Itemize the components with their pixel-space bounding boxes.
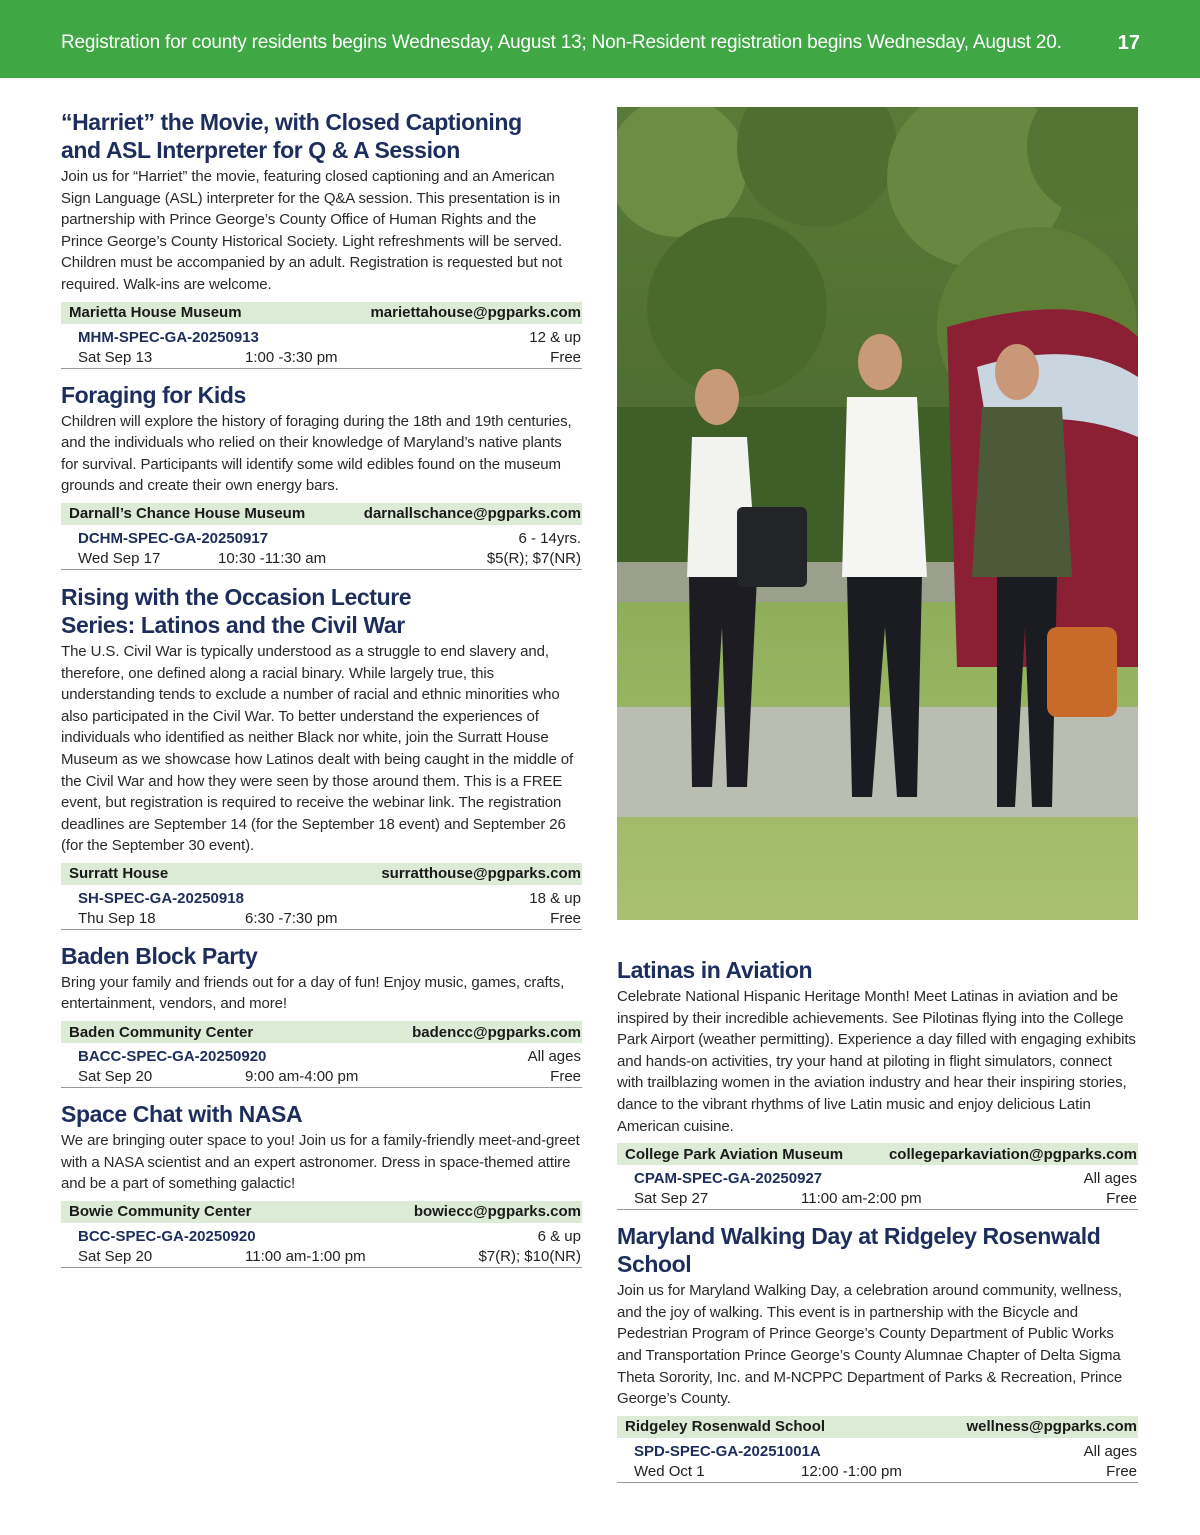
event-details [617, 1438, 1138, 1483]
age-range: 12 & up [529, 328, 581, 346]
event-details [61, 1043, 582, 1088]
activity-code: BCC-SPEC-GA-20250920 [78, 1227, 256, 1245]
event-fee: $5(R); $7(NR) [486, 549, 581, 567]
location-name: Surratt House [69, 865, 169, 883]
event-time: 11:00 am-1:00 pm [245, 1247, 366, 1265]
location-bar [61, 1021, 582, 1043]
age-range: 6 - 14yrs. [518, 529, 581, 547]
page-number: 17 [1117, 32, 1140, 54]
registration-notice: Registration for county residents begins Wednesday, August 13; Non-Resident registration begins Wednesday, August 20. [61, 32, 1062, 53]
left-column [61, 108, 582, 1280]
event-title: Foraging for Kids [61, 381, 246, 408]
event-description: We are bringing outer space to you! Join us for a family-friendly meet-and-greet with a NASA scientist and an expert astronomer. Dress in space-themed attire and be a part of something galactic! [61, 1132, 580, 1193]
age-range: All ages [1083, 1170, 1137, 1188]
event-details [61, 1223, 582, 1268]
event-title-line: Series: Latinos and the Civil War [61, 611, 405, 638]
event-fee: Free [550, 1068, 581, 1086]
contact-email-link[interactable]: wellness@pgparks.com [966, 1418, 1137, 1436]
activity-code: DCHM-SPEC-GA-20250917 [78, 529, 269, 547]
activity-code: SH-SPEC-GA-20250918 [78, 889, 244, 907]
location-bar [617, 1416, 1138, 1438]
event-latinas-in-aviation [617, 956, 1138, 1210]
location-name: College Park Aviation Museum [625, 1145, 844, 1163]
age-range: 6 & up [537, 1227, 581, 1245]
event-time: 6:30 -7:30 pm [245, 909, 338, 927]
location-name: Bowie Community Center [69, 1203, 252, 1221]
event-details [61, 885, 582, 930]
event-title-line: “Harriet” the Movie, with Closed Captioning [61, 109, 522, 135]
event-maryland-walking-day [617, 1222, 1138, 1483]
event-description: Bring your family and friends out for a day of fun! Enjoy music, games, crafts, entertainment, vendors, and more! [61, 973, 565, 1013]
event-details [617, 1165, 1138, 1210]
event-latinos-civil-war-lecture [61, 583, 582, 930]
event-date: Sat Sep 27 [634, 1190, 709, 1208]
event-date: Wed Oct 1 [634, 1462, 705, 1480]
location-bar [61, 863, 582, 885]
event-description: The U.S. Civil War is typically understood as a struggle to end slavery and, therefore, one defined along a racial binary. While largely true, this understanding tends to exclude a number of racial and ethnic minorities who also participated in the Civil War. To better understand the experiences of individuals who identified as neither Black nor white, join the Surratt House Museum as we showcase how Latinos dealt with being caught in the middle of the Civil War and how they were seen by those around them. This is a FREE event, but registration is required to receive the webinar link. The registration deadlines are September 14 (for the September 18 event) and September 26 (for the September 30 event). [61, 642, 574, 855]
activity-code: MHM-SPEC-GA-20250913 [78, 328, 259, 346]
activity-code: BACC-SPEC-GA-20250920 [78, 1048, 267, 1066]
event-date: Wed Sep 17 [78, 549, 161, 567]
contact-email-link[interactable]: bowiecc@pgparks.com [413, 1203, 581, 1221]
event-fee: Free [1106, 1462, 1137, 1480]
contact-email-link[interactable]: darnallschance@pgparks.com [363, 505, 581, 523]
event-date: Sat Sep 20 [78, 1247, 153, 1265]
location-name: Marietta House Museum [69, 304, 242, 322]
age-range: All ages [1083, 1442, 1137, 1460]
location-name: Baden Community Center [69, 1023, 254, 1041]
location-bar [61, 1201, 582, 1223]
activity-code: SPD-SPEC-GA-20251001A [634, 1442, 821, 1460]
contact-email-link[interactable]: collegeparkaviation@pgparks.com [888, 1145, 1137, 1163]
event-fee: Free [550, 348, 581, 366]
event-title: Latinas in Aviation [617, 957, 813, 983]
event-title: Space Chat with NASA [61, 1101, 303, 1128]
location-bar [617, 1143, 1138, 1165]
contact-email-link[interactable]: mariettahouse@pgparks.com [370, 304, 581, 322]
event-time: 1:00 -3:30 pm [245, 348, 338, 366]
contact-email-link[interactable]: surratthouse@pgparks.com [381, 865, 581, 883]
event-date: Sat Sep 20 [78, 1068, 153, 1086]
event-space-chat-nasa [61, 1100, 582, 1268]
age-range: All ages [527, 1048, 581, 1066]
event-description: Children will explore the history of foraging during the 18th and 19th centuries, and the individuals who relied on their knowledge of Maryland’s native plants for survival. Participants will identify some wild edibles found on the museum grounds and create their own energy bars. [61, 412, 572, 495]
event-time: 9:00 am-4:00 pm [245, 1068, 359, 1086]
event-description: Celebrate National Hispanic Heritage Month! Meet Latinas in aviation and be inspired by their incredible achievements. See Pilotinas flying into the College Park Airport (weather permitting). Experience a day filled with engaging exhibits and hands-on activities, try your hand at piloting in flight simulators, connect with trailblazing women in the aviation industry and hear their inspiring stories, dance to the vibrant rhythms of live Latin music and enjoy delicious Latin American cuisine. [617, 988, 1136, 1135]
location-name: Ridgeley Rosenwald School [625, 1418, 826, 1436]
location-name: Darnall’s Chance House Museum [69, 505, 306, 523]
event-harriet-movie [61, 108, 582, 369]
event-date: Thu Sep 18 [78, 909, 156, 927]
event-title: Baden Block Party [61, 942, 258, 969]
event-details [61, 324, 582, 369]
location-bar [61, 503, 582, 525]
contact-email-link[interactable]: badencc@pgparks.com [412, 1023, 581, 1041]
right-column [617, 956, 1138, 1495]
event-foraging-for-kids [61, 381, 582, 570]
event-time: 12:00 -1:00 pm [801, 1462, 902, 1480]
event-baden-block-party [61, 942, 582, 1088]
event-title-line: Rising with the Occasion Lecture [61, 583, 412, 610]
pilots-photo [617, 107, 1138, 920]
event-date: Sat Sep 13 [78, 348, 153, 366]
registration-banner [0, 0, 1200, 78]
event-title-line: and ASL Interpreter for Q & A Session [61, 137, 460, 163]
event-description: Join us for “Harriet” the movie, featuring closed captioning and an American Sign Language (ASL) interpreter for the Q&A session. This presentation is in partnership with Prince George’s County Office of Human Rights and the Prince George’s County Historical Society. Light refreshments will be served. Children must be accompanied by an adult. Registration is requested but not required. Walk-ins are welcome. [61, 168, 563, 293]
pilots-photo-illustration [617, 107, 1138, 920]
location-bar [61, 302, 582, 324]
event-details [61, 525, 582, 570]
event-fee: $7(R); $10(NR) [478, 1247, 581, 1265]
event-title [61, 108, 582, 164]
event-fee: Free [1106, 1190, 1137, 1208]
event-time: 10:30 -11:30 am [218, 549, 327, 567]
event-description: Join us for Maryland Walking Day, a celebration around community, wellness, and the joy of walking. This event is in partnership with the Bicycle and Pedestrian Program of Prince George’s County Department of Public Works and Transportation Prince George’s County Alumnae Chapter of Delta Sigma Theta Sorority, Inc. and M-NCPPC Department of Parks & Recreation, Prince George’s County. [617, 1282, 1123, 1408]
age-range: 18 & up [529, 889, 581, 907]
activity-code: CPAM-SPEC-GA-20250927 [634, 1170, 823, 1188]
event-title: Maryland Walking Day at Ridgeley Rosenwald School [617, 1223, 1101, 1278]
event-title [61, 583, 582, 639]
event-fee: Free [550, 909, 581, 927]
event-time: 11:00 am-2:00 pm [801, 1190, 922, 1208]
